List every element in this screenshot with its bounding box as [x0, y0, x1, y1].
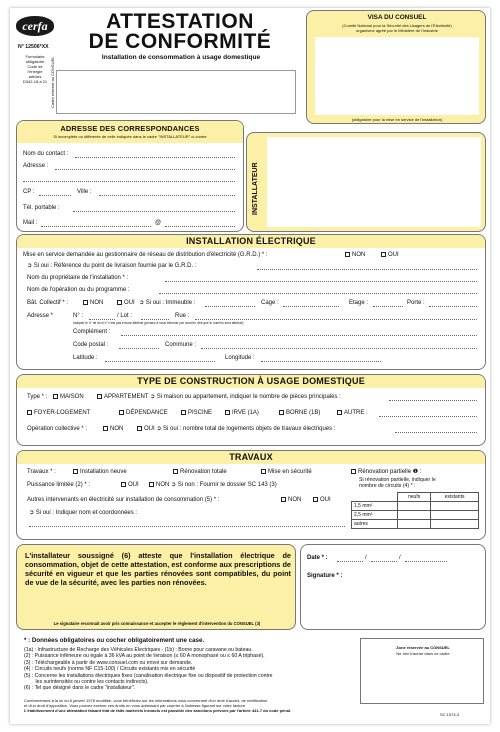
installation-electrique-box [16, 234, 486, 370]
bat-oui[interactable] [117, 300, 135, 307]
legal-line: L'établissement d'une attestation faisant état de faits matériels inexacts est passible des sanctions prévues par l'article 441-7 du code pénal. [24, 708, 292, 713]
op-non-checkbox[interactable] [103, 426, 108, 431]
visa-consuel-box [306, 10, 486, 124]
consuel-zone-box [360, 638, 484, 704]
operation-field[interactable] [159, 293, 477, 294]
maison-checkbox[interactable] [53, 394, 58, 399]
note-item: (4) : Circuits neufs (norme NF C15-100) / Circuits existants mis en sécurité [24, 666, 196, 673]
partielle-checkbox[interactable] [351, 469, 356, 474]
form-note-line: Formulaire [25, 54, 45, 59]
attestation-text: L'installateur soussigné (6) atteste que l'installation électrique de consommation, objet de cette attestation, est conforme aux prescriptions de sécurité en vigueur et que les parties rénovées sont compatibles, du point de vue de la sécurité, avec les parties non rénovées. [25, 551, 291, 587]
piscine-label: PISCINE [188, 410, 213, 416]
legal-notice [24, 698, 354, 713]
circuits-cell[interactable] [431, 502, 479, 511]
grd-oui-checkbox[interactable] [381, 252, 386, 257]
code-postal-label: Code postal : [73, 342, 109, 348]
cage-label: Cage : [261, 300, 279, 306]
proprietaire-field[interactable] [165, 281, 477, 282]
pdl-label: ➲ Si oui : Référence du point de livraison fournie par le G.R.D. : [27, 263, 197, 269]
note-item: (6) : Tel que désigné dans le cadre "installateur". [24, 685, 136, 692]
note-item: les surintensités ou contre les contacts indirects). [24, 679, 149, 686]
autre-field[interactable] [379, 416, 477, 417]
neuve-label: Installation neuve [80, 469, 127, 475]
construction-box [16, 374, 486, 446]
bat-non-checkbox[interactable] [83, 300, 88, 305]
bat-oui-checkbox[interactable] [117, 300, 122, 305]
visa-line-1: (Comité National pour la Sécurité des Usagers de l'Électricité) [342, 23, 452, 28]
form-note [18, 54, 52, 84]
partielle-sub-1: Si rénovation partielle, indiquer le [359, 477, 436, 483]
secu-checkbox[interactable] [261, 469, 266, 474]
op-oui[interactable] [137, 426, 335, 433]
installateur-box [246, 132, 486, 232]
travaux-box [16, 450, 486, 540]
immeuble-field[interactable] [205, 306, 255, 307]
form-note-line: l'énergie [27, 69, 43, 74]
irve-label: IRVE (1A) [232, 410, 259, 416]
travaux-partielle[interactable] [351, 469, 421, 476]
grd-question: Mise en service demandée au gestionnaire de réseau de distribution d'électricité (G.R.D.) * : [23, 252, 268, 258]
appartement-label: APPARTEMENT ➲ Si maison ou appartement, indiquer le nombre de pièces principales : [104, 394, 341, 400]
piscine-checkbox[interactable] [181, 410, 186, 415]
travaux-neuve[interactable] [73, 469, 127, 476]
circuits-cell[interactable] [431, 520, 479, 529]
autres-non-checkbox[interactable] [281, 497, 286, 502]
correspondance-box [16, 120, 244, 232]
complement-field[interactable] [121, 335, 477, 336]
pieces-field[interactable] [389, 400, 477, 401]
partielle-sub-2: nombre de circuits (4) * : [359, 483, 416, 489]
title-line-1: ATTESTATION [106, 10, 254, 33]
puissance-non-checkbox[interactable] [149, 482, 154, 487]
immeuble-label: ➲ Si oui : Immeuble : [139, 300, 196, 306]
puissance-non-label: NON ➲ Si non : Fournir le dossier SC 143 (3) [156, 482, 277, 488]
form-sheet [10, 8, 490, 724]
title-line-2: DE CONFORMITÉ [88, 30, 272, 53]
consuel-reserved-box [56, 70, 296, 114]
installateur-label: INSTALLATEUR [252, 162, 259, 215]
note-item: (2) : Puissance inférieure ou égale à 36 kVA au point de livraison (≤ 60 A monophasé ou ≤ 60 A triphasé). [24, 653, 265, 660]
tel-label: Tél. portable : [23, 205, 60, 211]
autres-oui-label: OUI [320, 497, 331, 503]
grd-non[interactable] [345, 252, 365, 259]
autres-noms-label: ➲ Si oui : Indiquer nom et coordonnées : [29, 510, 138, 516]
cp-label: CP : [23, 189, 35, 195]
date-sep-2: / [399, 555, 401, 561]
longitude-label: Longitude : [225, 355, 255, 361]
type-maison[interactable] [53, 394, 84, 401]
cerfa-number: N° 12506*XX [18, 44, 49, 50]
cp-field[interactable] [39, 195, 71, 196]
type-appartement[interactable] [97, 394, 341, 401]
foyer-checkbox[interactable] [27, 410, 32, 415]
notes-title: * : Données obligatoires ou cocher obligatoirement une case. [24, 637, 205, 644]
form-reference: SC 1574-3 [440, 712, 460, 717]
visa-title: VISA DU CONSUEL [367, 14, 427, 21]
circuits-cell[interactable] [398, 511, 431, 520]
lot-label: / Lot : [117, 313, 133, 319]
mail-field-domain[interactable] [165, 226, 235, 227]
date-month-field[interactable] [371, 561, 397, 562]
construction-title: TYPE DE CONSTRUCTION À USAGE DOMESTIQUE [137, 376, 365, 386]
mail-field-user[interactable] [41, 226, 151, 227]
cerfa-logo-text: cerfa [22, 18, 48, 33]
adresse-field-2[interactable] [23, 181, 235, 182]
op-oui-label: OUI ➲ Si oui : nombre total de logements objets de travaux électriques : [144, 426, 336, 432]
porte-field[interactable] [429, 306, 477, 307]
adresse-field[interactable] [55, 169, 235, 170]
neuve-checkbox[interactable] [73, 469, 78, 474]
signature-label: Signature * : [307, 573, 343, 579]
longitude-field[interactable] [261, 361, 381, 362]
type-piscine[interactable] [181, 410, 212, 417]
circuits-table [351, 492, 479, 529]
circuits-col-neufs: neufs [398, 493, 431, 502]
note-item: (1a) : Infrastructure de Recharge des Véhicules Electriques - (1b) : Borne pour caravane ou bateau. [24, 647, 253, 653]
travaux-label: Travaux * : [27, 469, 56, 475]
secu-label: Mise en sécurité [268, 469, 312, 475]
complement-label: Complément : [73, 329, 111, 335]
autres-non[interactable] [281, 497, 301, 504]
legal-line: Conformément à la loi du 6 janvier 1978 modifiée, vous bénéficiez sur les informations vous concernant d'un droit d'accès, de rectification [24, 698, 268, 703]
lot-field[interactable] [141, 319, 169, 320]
pdl-field[interactable] [257, 269, 477, 270]
form-note-line: Code de [27, 64, 43, 69]
numero-label: N° : [73, 313, 84, 319]
commune-field[interactable] [201, 348, 477, 349]
correspondance-note: Si incomplète ou différente de celle indiquée dans le cadre "INSTALLATEUR" ci-contre [53, 134, 207, 139]
latitude-field[interactable] [105, 361, 215, 362]
op-non-label: NON [110, 426, 124, 432]
renov-label: Rénovation totale [180, 469, 227, 475]
logements-field[interactable] [395, 432, 477, 433]
appartement-checkbox[interactable] [97, 394, 102, 399]
notes-list [24, 647, 344, 692]
travaux-secu[interactable] [261, 469, 312, 476]
signature-area[interactable] [307, 583, 481, 627]
page-subtitle: Installation de consommation à usage domestique [101, 54, 261, 61]
lot-note: Indiquer le n° de lot si n° n'est pas encore attribué (pensez à nous informer par courrier, dès que le numéro sera attribué) [73, 321, 244, 325]
porte-label: Porte : [407, 300, 425, 306]
autres-oui[interactable] [313, 497, 331, 504]
autre-checkbox[interactable] [337, 410, 342, 415]
autres-noms-field[interactable] [29, 526, 345, 527]
type-label: Type * : [27, 394, 48, 400]
dependance-checkbox[interactable] [119, 410, 124, 415]
consuel-zone-sub: Ne rien inscrire dans ce cadre [396, 651, 450, 656]
circuits-cell[interactable] [431, 511, 479, 520]
proprietaire-label: Nom du propriétaire de l'installation * : [27, 275, 129, 281]
grd-oui[interactable] [381, 252, 399, 259]
dependance-label: DÉPENDANCE [126, 410, 168, 416]
legal-line: et d'un droit d'opposition. Vous pouvez exercer ces droits en vous adressant par courrier à l'adresse figurant sur votre facture. [24, 703, 247, 708]
form-note-line: obligatoire [25, 59, 45, 64]
code-postal-field[interactable] [119, 348, 159, 349]
autre-label: AUTRE : [344, 410, 368, 416]
operation-collective-label: Opération collective * : [27, 426, 88, 432]
puissance-oui[interactable] [121, 482, 139, 489]
consuel-zone-title: Zone réservée au CONSUEL [396, 645, 450, 650]
op-non[interactable] [103, 426, 123, 433]
type-dependance[interactable] [119, 410, 168, 417]
contact-field[interactable] [75, 157, 235, 158]
bat-non-label: NON [90, 300, 104, 306]
note-item: (5) : Concerne les installations électriques fixes (canalisation électrique fixe ou dispositif de protection contre [24, 672, 273, 679]
grd-oui-label: OUI [388, 252, 399, 258]
bat-non[interactable] [83, 300, 103, 307]
foyer-label: FOYER-LOGEMENT [34, 410, 91, 416]
autres-non-label: NON [288, 497, 302, 503]
visa-footer: (obligatoire pour la mise en service de l'installation) [351, 117, 443, 122]
attestation-footer: Le signataire reconnait avoir pris connaissance et accepter le règlement d'intervention du CONSUEL (3) [53, 621, 261, 626]
etage-field[interactable] [373, 306, 403, 307]
maison-label: MAISON [60, 394, 84, 400]
op-oui-checkbox[interactable] [137, 426, 142, 431]
circuits-cell[interactable] [398, 502, 431, 511]
consuel-reserved-label: Cadre réservé au CONSUEL [50, 56, 55, 108]
note-item: (3) : Téléchargeable à partir de www.consuel.com ou envoi sur demande. [24, 659, 193, 666]
ville-field[interactable] [99, 195, 235, 196]
circuits-row-label: 2,5 mm² [352, 511, 398, 520]
circuits-col-existants: existants [431, 493, 479, 502]
attestation-box [16, 544, 296, 630]
etage-label: Etage : [349, 300, 369, 306]
type-foyer[interactable] [27, 410, 90, 417]
page-title [70, 12, 290, 52]
circuits-corner [352, 493, 398, 502]
commune-label: Commune : [165, 342, 197, 348]
autres-intervenants-label: Autres intervenants en électricité sur installation de consommation (5) * : [27, 497, 220, 503]
puissance-oui-checkbox[interactable] [121, 482, 126, 487]
installateur-field[interactable] [267, 137, 481, 227]
elec-title: INSTALLATION ÉLECTRIQUE [186, 236, 316, 246]
rue-label: Rue : [175, 313, 190, 319]
bat-collectif-label: Bât. Collectif * : [27, 300, 69, 306]
autres-oui-checkbox[interactable] [313, 497, 318, 502]
circuits-row-label: autres [352, 520, 398, 529]
travaux-renov[interactable] [173, 469, 227, 476]
puissance-oui-label: OUI [128, 482, 139, 488]
circuits-cell[interactable] [398, 520, 431, 529]
adresse-label: Adresse : [23, 163, 49, 169]
borne-label: BORNE (1B) [286, 410, 321, 416]
ville-label: Ville : [77, 189, 92, 195]
travaux-title: TRAVAUX [229, 452, 273, 462]
type-autre[interactable] [337, 410, 368, 417]
circuits-row-label: 1,5 mm² [352, 502, 398, 511]
form-note-line: D342-18 à 21 [22, 79, 48, 84]
borne-checkbox[interactable] [279, 410, 284, 415]
type-irve[interactable] [225, 410, 259, 417]
mail-at: @ [155, 220, 162, 226]
irve-checkbox[interactable] [225, 410, 230, 415]
renov-checkbox[interactable] [173, 469, 178, 474]
cage-field[interactable] [283, 306, 339, 307]
bat-oui-label: OUI [124, 300, 135, 306]
date-sep-1: / [365, 555, 367, 561]
latitude-label: Latitude : [73, 355, 98, 361]
tel-field[interactable] [73, 211, 235, 212]
date-label: Date * : [307, 555, 328, 561]
numero-field[interactable] [89, 319, 115, 320]
puissance-non[interactable] [149, 482, 277, 489]
visa-stamp-area[interactable] [315, 37, 479, 115]
type-borne[interactable] [279, 410, 320, 417]
cerfa-logo [16, 16, 54, 36]
correspondance-title: ADRESSE DES CORRESPONDANCES [60, 124, 200, 133]
date-day-field[interactable] [337, 561, 363, 562]
puissance-label: Puissance limitée (2) * : [27, 482, 91, 488]
contact-label: Nom du contact : [23, 151, 69, 157]
date-year-field[interactable] [405, 561, 447, 562]
partielle-label: Rénovation partielle ❶ : [358, 469, 422, 475]
mail-label: Mail : [23, 220, 38, 226]
rue-field[interactable] [195, 319, 477, 320]
grd-non-checkbox[interactable] [345, 252, 350, 257]
signature-box [300, 544, 486, 630]
form-note-line: articles [28, 74, 42, 79]
visa-line-2: organisme agréé par le Ministère de l'industrie [356, 28, 438, 33]
adresse-site-label: Adresse * [27, 313, 54, 319]
grd-non-label: NON [352, 252, 366, 258]
operation-label: Nom de l'opération ou du programme : [27, 287, 130, 293]
